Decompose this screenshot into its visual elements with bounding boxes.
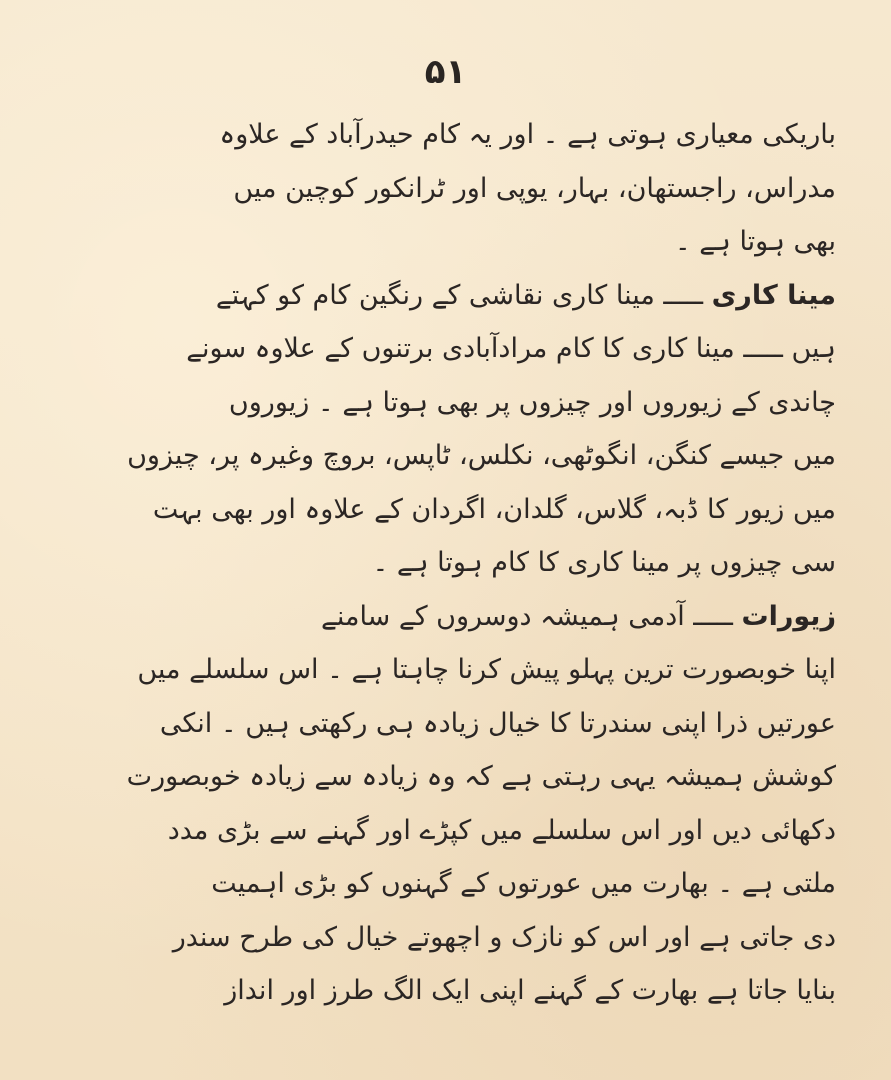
text-line [96, 590, 836, 644]
text-line [96, 483, 836, 537]
text-line [96, 697, 836, 751]
line-text: عورتیں ذرا اپنی سندرتا کا خیال زیادہ ہی رکھتی ہیں ۔ انکی [159, 707, 836, 739]
text-line [96, 215, 836, 269]
text-line [96, 643, 836, 697]
text-line [96, 376, 836, 430]
line-text: کوشش ہمیشہ یہی رہتی ہے کہ وہ زیادہ سے زیادہ خوبصورت [126, 761, 836, 792]
text-line [96, 108, 836, 162]
text-line [96, 162, 836, 216]
section-heading: مینا کاری [711, 279, 836, 311]
line-text: دکھائی دیں اور اس سلسلے میں کپڑے اور گہنے سے بڑی مدد [167, 814, 836, 846]
page-number: ۵۱ [424, 52, 467, 92]
line-text: ـــــ آدمی ہمیشہ دوسروں کے سامنے [321, 600, 742, 632]
text-line [96, 804, 836, 858]
text-line [96, 322, 836, 376]
line-text: بنایا جاتا ہے بھارت کے گہنے اپنی ایک الگ طرز اور انداز [224, 975, 836, 1006]
body-text [96, 108, 836, 1018]
line-text: مدراس، راجستھان، بہار، یوپی اور ٹرانکور کوچین میں [233, 172, 836, 204]
line-text: میں جیسے کنگن، انگوٹھی، نکلس، ٹاپس، بروچ وغیرہ پر، چیزوں [127, 440, 836, 471]
text-line [96, 911, 836, 965]
text-line [96, 964, 836, 1018]
line-text: سی چیزوں پر مینا کاری کا کام ہوتا ہے ۔ [372, 547, 836, 578]
line-text: ملتی ہے ۔ بھارت میں عورتوں کے گہنوں کو بڑی اہمیت [211, 868, 836, 899]
text-line [96, 429, 836, 483]
section-heading: زیورات [741, 600, 836, 632]
line-text: بھی ہوتا ہے ۔ [674, 226, 836, 257]
text-line [96, 857, 836, 911]
line-text: باریکی معیاری ہوتی ہے ۔ اور یہ کام حیدرآباد کے علاوہ [219, 119, 836, 150]
line-text: ـــــ مینا کاری نقاشی کے رنگین کام کو کہتے [215, 279, 712, 311]
text-line [96, 536, 836, 590]
text-line [96, 750, 836, 804]
line-text: چاندی کے زیوروں اور چیزوں پر بھی ہوتا ہے ۔ زیوروں [228, 386, 836, 418]
text-line [96, 269, 836, 323]
line-text: ہیں ـــــ مینا کاری کا کام مرادآبادی برتنوں کے علاوہ سونے [186, 333, 836, 364]
line-text: دی جاتی ہے اور اس کو نازک و اچھوتے خیال کی طرح سندر [172, 921, 836, 953]
line-text: میں زیور کا ڈبہ، گلاس، گلدان، اگردان کے علاوہ اور بھی بہت [152, 493, 836, 525]
line-text: اپنا خوبصورت ترین پہلو پیش کرنا چاہتا ہے ۔ اس سلسلے میں [137, 654, 836, 685]
